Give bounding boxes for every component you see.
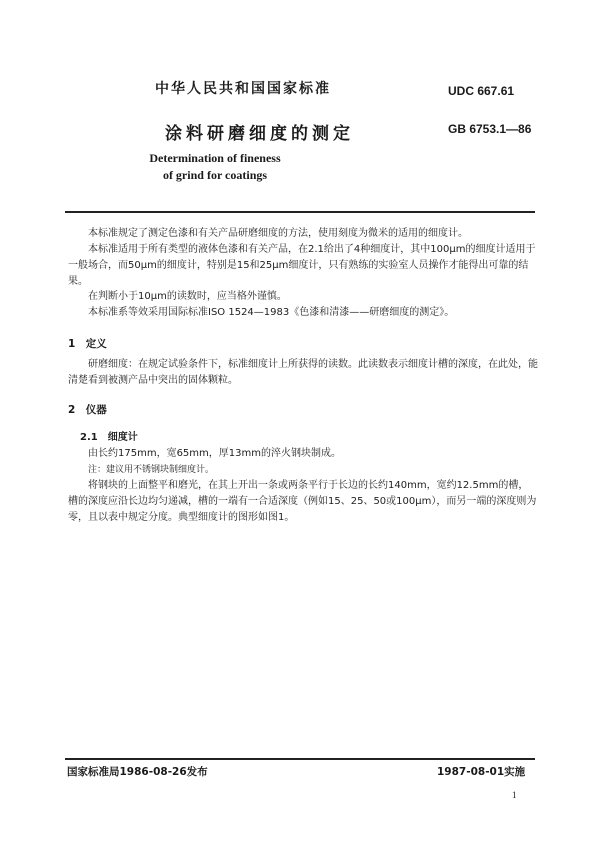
country-standard-label: 中华人民共和国国家标准 [155, 81, 331, 97]
section-1-heading: 1 定义 [68, 338, 107, 350]
top-divider [65, 211, 535, 213]
title-en-line-2: of grind for coatings [162, 168, 268, 182]
document-title-en [140, 150, 290, 184]
intro-paragraph-2: 本标准适用于所有类型的液体色漆和有关产品，在2.1给出了4种细度计，其中100μm的细度计适用于一般场合，而50μm的细度计，特别是15和25μm细度计，只有熟练的实验室人员操作才能得出可靠的结果。 [68, 244, 536, 287]
udc-code: UDC 667.61 [448, 84, 515, 98]
page-number: 1 [512, 790, 517, 800]
implementation-date: 1987-08-01实施 [437, 766, 526, 778]
issue-date: 国家标准局1986-08-26发布 [67, 766, 208, 778]
intro-paragraph-4: 本标准系等效采用国际标准ISO 1524—1983《色漆和清漆——研磨细度的测定》。 [88, 307, 455, 318]
bottom-divider [65, 758, 535, 760]
subsection-2-1-heading: 2.1 细度计 [80, 432, 138, 443]
section-2-heading: 2 仪器 [68, 404, 107, 416]
intro-paragraph-3: 在判断小于10μm的读数时，应当格外谨慎。 [88, 291, 287, 302]
gauge-material-note: 注：建议用不锈钢块制细度计。 [88, 465, 215, 475]
intro-paragraph-1: 本标准规定了测定色漆和有关产品研磨细度的方法，使用刻度为微米的适用的细度计。 [88, 228, 468, 239]
title-en-line-1: Determination of fineness [149, 151, 281, 165]
section-2-paragraph: 将钢块的上面整平和磨光，在其上开出一条或两条平行于长边的长约140mm，宽约12.5mm的槽，槽的深度应沿长边均匀递减，槽的一端有一合适深度（例如15、25、50或100μm），而另一端的深度则为零，且以表中规定分度。典型细度计的图形如图1。 [68, 480, 537, 523]
gb-standard-number: GB 6753.1—86 [448, 122, 532, 136]
gauge-dimensions-text: 由长约175mm，宽65mm，厚13mm的淬火钢块制成。 [88, 448, 341, 459]
section-1-text: 研磨细度：在规定试验条件下，标准细度计上所获得的读数。此读数表示细度计槽的深度，在此处，能清楚看到被测产品中突出的固体颗粒。 [68, 359, 538, 386]
document-title-cn: 涂料研磨细度的测定 [165, 124, 354, 144]
